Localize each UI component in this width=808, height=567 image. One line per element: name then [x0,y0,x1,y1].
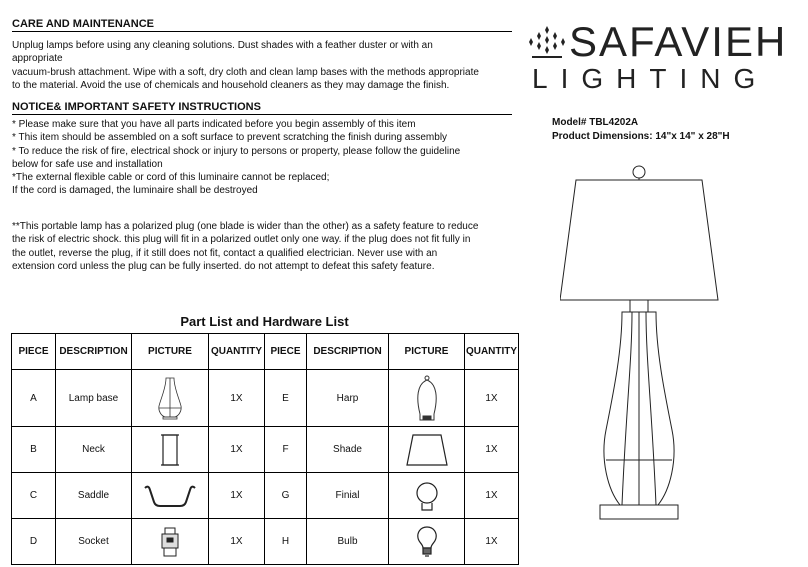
lamp-illustration-icon [560,160,720,540]
piece-description: Shade [307,427,389,473]
piece-description: Bulb [307,519,389,565]
piece-letter: E [265,370,307,427]
care-line: appropriate [12,53,63,65]
table-row [12,370,519,427]
header-quantity: QUANTITY [209,334,265,370]
table-header-row [12,334,519,370]
header-picture: PICTURE [389,334,465,370]
piece-description: Socket [56,519,132,565]
brand-logo [527,18,797,97]
safety-line: below for safe use and installation [12,158,163,170]
piece-quantity: 1X [465,427,519,473]
shade-icon [405,432,449,468]
piece-quantity: 1X [465,370,519,427]
plug-line: extension cord unless the plug can be fully inserted. do not attempt to defeat this safety feature. [12,260,435,272]
piece-description: Harp [307,370,389,427]
piece-letter: H [265,519,307,565]
care-title: CARE AND MAINTENANCE [12,18,512,32]
piece-quantity: 1X [465,473,519,519]
plug-line: **This portable lamp has a polarized plug (one blade is wider than the other) as a safety feature to reduce [12,221,479,232]
safety-line: If the cord is damaged, the luminaire shall be destroyed [12,185,258,197]
safety-line: * Please make sure that you have all parts indicated before you begin assembly of this item [12,119,416,130]
safety-line: * This item should be assembled on a soft surface to prevent scratching the finish during assembly [12,132,448,144]
product-dimensions: Product Dimensions: 14"x 14" x 28"H [552,131,730,142]
chandelier-icon [527,26,567,62]
harp-icon [412,374,442,422]
bulb-icon [415,525,439,559]
header-quantity: QUANTITY [465,334,519,370]
piece-quantity: 1X [209,473,265,519]
header-description: DESCRIPTION [56,334,132,370]
piece-description: Lamp base [56,370,132,427]
socket-icon [159,526,181,558]
plug-line: the outlet, reverse the plug, if it still does not fit, contact a qualified electrician. Never use with an [12,247,438,259]
care-text [12,39,517,92]
header-piece: PIECE [265,334,307,370]
care-line: to the material. Avoid the use of chemicals and household cleaners as they may damage the finish. [12,79,450,91]
table-row [12,427,519,473]
piece-quantity: 1X [209,370,265,427]
piece-description: Neck [56,427,132,473]
brand-name: SAFAVIEH [569,18,788,65]
header-piece: PIECE [12,334,56,370]
safety-line: * To reduce the risk of fire, electrical shock or injury to persons or property, please follow the guideline [12,145,461,157]
safety-line: *The external flexible cable or cord of this luminaire cannot be replaced; [12,172,330,184]
piece-letter: B [12,427,56,473]
piece-letter: G [265,473,307,519]
parts-table [11,333,519,565]
header-description: DESCRIPTION [307,334,389,370]
piece-description: Saddle [56,473,132,519]
table-row [12,473,519,519]
piece-quantity: 1X [465,519,519,565]
saddle-icon [142,482,198,510]
piece-quantity: 1X [209,427,265,473]
table-row [12,519,519,565]
care-line: vacuum-brush attachment. Wipe with a soft, dry cloth and clean lamp bases with the methods appropriate [12,66,479,78]
piece-letter: C [12,473,56,519]
model-number: Model# TBL4202A [552,117,639,128]
plug-text [12,220,517,273]
parts-title: Part List and Hardware List [180,314,349,329]
piece-quantity: 1X [209,519,265,565]
care-line: Unplug lamps before using any cleaning solutions. Dust shades with a feather duster or with an [12,40,433,51]
finial-icon [414,479,440,513]
lamp-base-icon [155,376,185,420]
plug-line: the risk of electric shock. this plug will fit in a polarized outlet only one way. if the plug does not fit fully in [12,234,471,246]
header-picture: PICTURE [132,334,209,370]
safety-text [12,118,517,198]
piece-letter: F [265,427,307,473]
brand-sub: LIGHTING [532,63,769,94]
piece-letter: A [12,370,56,427]
piece-description: Finial [307,473,389,519]
safety-title: NOTICE& IMPORTANT SAFETY INSTRUCTIONS [12,101,512,115]
neck-icon [160,432,180,468]
piece-letter: D [12,519,56,565]
